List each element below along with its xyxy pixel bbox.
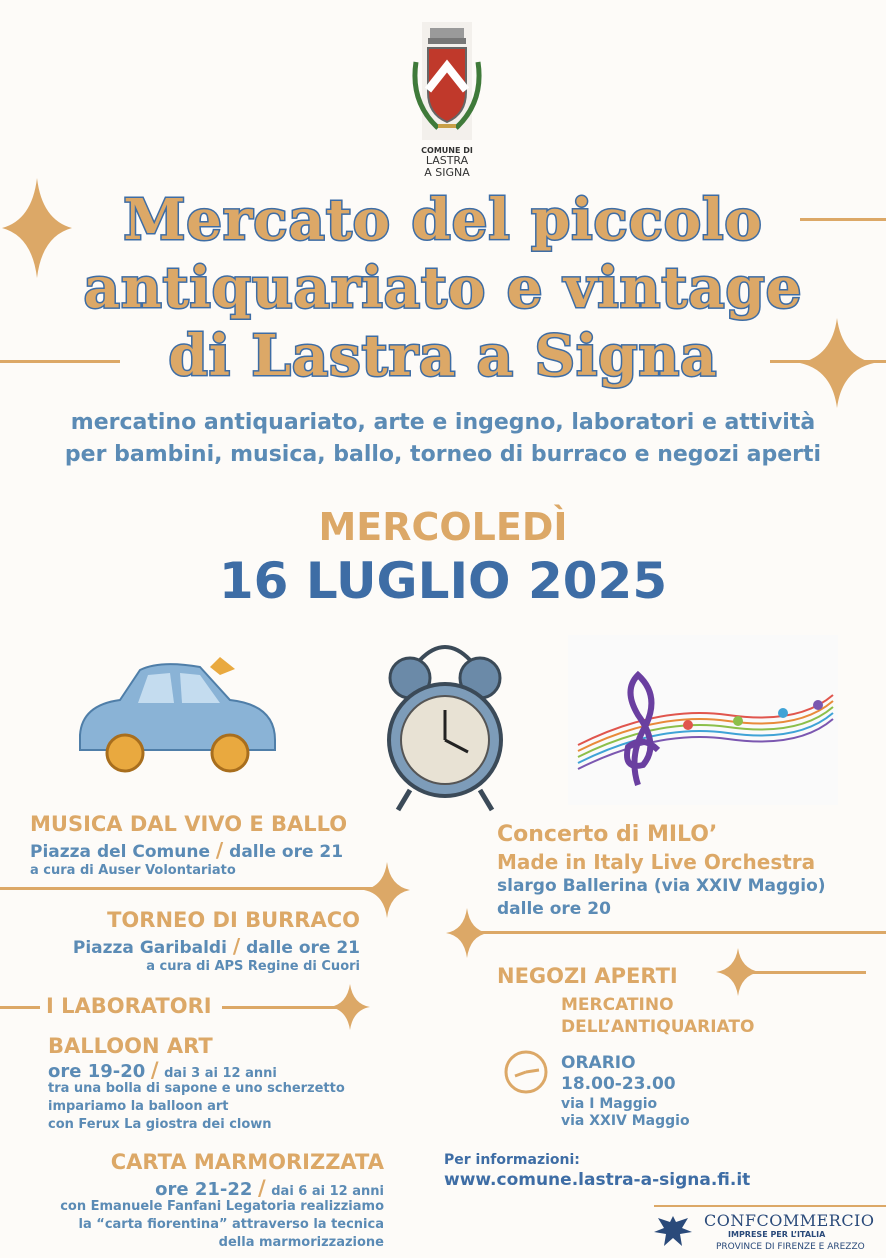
hours-street-1: via I Maggio <box>561 1096 658 1112</box>
music-notes-icon <box>568 635 838 805</box>
music-place-time <box>30 838 343 862</box>
logo-text-2: LASTRA <box>425 154 469 167</box>
balloon-title: BALLOON ART <box>48 1034 213 1058</box>
date-full: 16 LUGLIO 2025 <box>218 552 668 610</box>
shops-sub-2: DELL’ANTIQUARIATO <box>561 1017 755 1037</box>
hours-time: 18.00-23.00 <box>561 1074 676 1094</box>
sponsor-name: CONFCOMMERCIO <box>704 1211 875 1230</box>
carta-age: dai 6 ai 12 anni <box>271 1184 384 1199</box>
coat-of-arms-icon <box>408 22 486 140</box>
burraco-place: Piazza Garibaldi <box>72 938 227 958</box>
divider-line <box>0 887 380 890</box>
balloon-time-age <box>48 1058 277 1082</box>
concert-time: dalle ore 20 <box>497 899 611 919</box>
divider-line <box>480 931 886 934</box>
title-line-1: Mercato del piccolo <box>123 187 763 253</box>
subtitle-line-2: per bambini, musica, ballo, torneo di burraco e negozi aperti <box>64 442 822 467</box>
music-place: Piazza del Comune <box>30 842 210 862</box>
carta-desc-2: la “carta fiorentina” attraverso la tecnica <box>78 1217 384 1232</box>
sponsor-region: PROVINCE DI FIRENZE E AREZZO <box>716 1242 865 1252</box>
balloon-desc-1: tra una bolla di sapone e uno scherzetto <box>48 1081 345 1096</box>
info-label: Per informazioni: <box>444 1152 580 1168</box>
hours-street-2: via XXIV Maggio <box>561 1113 690 1129</box>
concert-place: slargo Ballerina (via XXIV Maggio) <box>497 876 826 896</box>
music-time: dalle ore 21 <box>229 842 344 862</box>
subtitle-line-1: mercatino antiquariato, arte e ingegno, laboratori e attività <box>70 410 816 435</box>
concert-title: Concerto di MILO’ <box>497 822 718 847</box>
divider-line <box>222 1006 342 1009</box>
logo-text-3: A SIGNA <box>424 166 470 179</box>
music-title: MUSICA DAL VIVO E BALLO <box>30 812 348 836</box>
carta-sep: / <box>258 1176 266 1200</box>
divider-line <box>654 1205 886 1207</box>
carta-desc-3: della marmorizzazione <box>218 1235 384 1250</box>
sponsor-tagline: IMPRESE PER L’ITALIA <box>728 1230 826 1239</box>
logo-text-1: COMUNE DI <box>421 146 473 155</box>
divider-line <box>0 1006 40 1009</box>
burraco-time: dalle ore 21 <box>246 938 360 958</box>
eagle-icon <box>652 1212 694 1250</box>
carta-time-age <box>0 1176 384 1200</box>
title-line-2: antiquariato e vintage <box>83 255 803 321</box>
carta-desc-1: con Emanuele Fanfani Legatoria realizziamo <box>60 1199 384 1214</box>
sparkle-icon <box>330 984 370 1030</box>
hours-label: ORARIO <box>561 1053 636 1073</box>
divider-line <box>750 971 866 974</box>
balloon-desc-2: impariamo la balloon art <box>48 1099 229 1114</box>
municipal-logo <box>408 22 486 180</box>
date-weekday: MERCOLEDÌ <box>318 505 568 549</box>
carta-title: CARTA MARMORIZZATA <box>110 1150 384 1174</box>
labs-title: I LABORATORI <box>46 994 212 1018</box>
music-credit: a cura di Auser Volontariato <box>30 863 236 878</box>
carta-time: ore 21-22 <box>155 1179 253 1200</box>
burraco-sep: / <box>232 934 241 958</box>
sparkle-icon <box>364 862 410 918</box>
concert-subtitle: Made in Italy Live Orchestra <box>497 850 816 874</box>
title-line-3: di Lastra a Signa <box>168 323 718 389</box>
balloon-desc-3: con Ferux La giostra dei clown <box>48 1117 272 1132</box>
burraco-title: TORNEO DI BURRACO <box>107 908 360 932</box>
music-sep: / <box>215 838 224 862</box>
balloon-time: ore 19-20 <box>48 1061 146 1082</box>
alarm-clock-icon <box>380 640 510 815</box>
balloon-sep: / <box>150 1058 159 1082</box>
balloon-age: dai 3 ai 12 anni <box>164 1066 277 1081</box>
burraco-place-time <box>0 934 360 958</box>
info-url[interactable]: www.comune.lastra-a-signa.fi.it <box>444 1170 751 1190</box>
shops-sub-1: MERCATINO <box>561 995 674 1015</box>
clock-icon <box>503 1049 549 1095</box>
burraco-credit: a cura di APS Regine di Cuori <box>146 959 360 974</box>
toy-car-icon <box>70 655 290 780</box>
shops-title: NEGOZI APERTI <box>497 964 678 988</box>
